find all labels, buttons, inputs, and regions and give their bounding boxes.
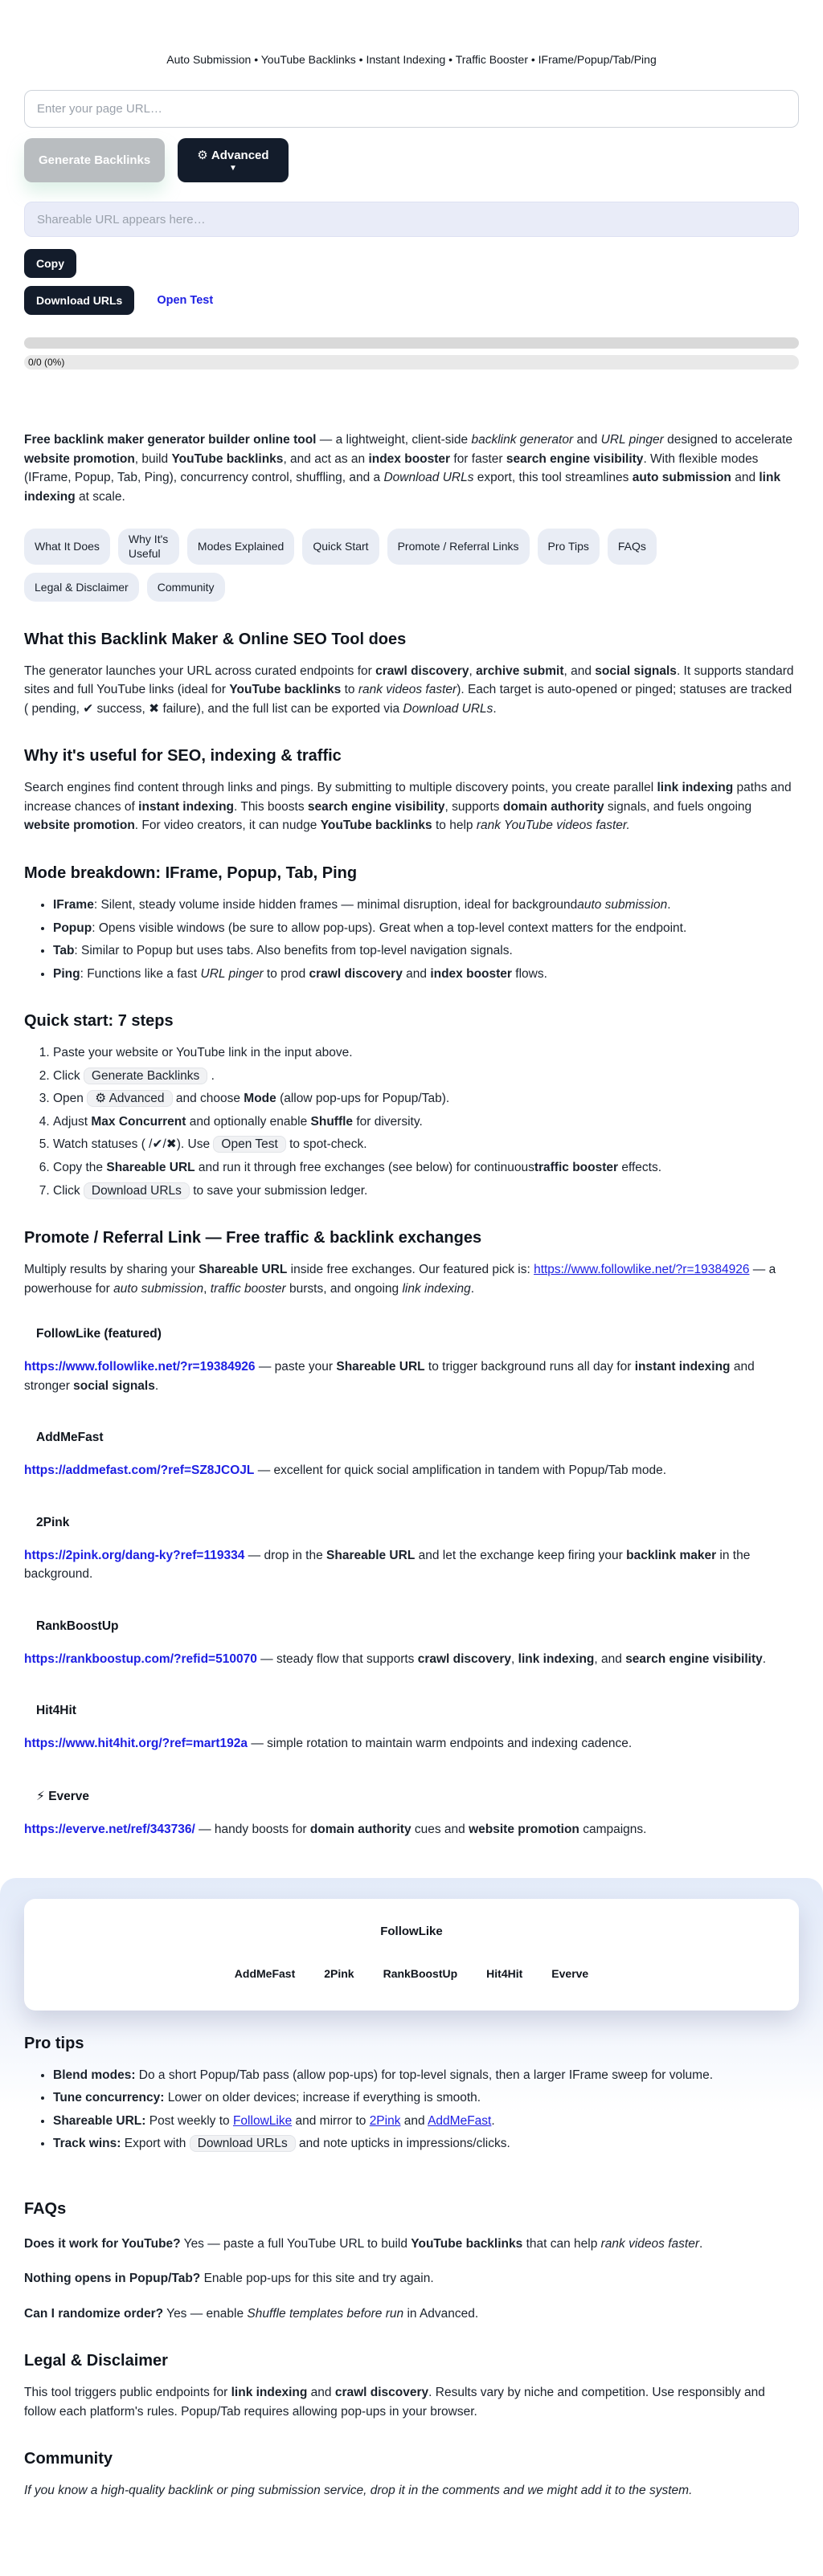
section-title-pro-tips: Pro tips	[24, 2034, 84, 2052]
nav-chip[interactable]: Why It's Useful	[118, 529, 179, 564]
inline-link[interactable]: AddMeFast	[428, 2113, 492, 2128]
quick-start-step: 2. Click Generate Backlinks .	[53, 1067, 799, 1086]
exchange-name: RankBoostUp	[36, 1619, 119, 1633]
advanced-button-label: ⚙ Advanced	[197, 149, 269, 162]
exchange-name: 2Pink	[36, 1515, 70, 1529]
section-title-promote: Promote / Referral Link — Free traffic & backlink exchanges	[24, 1229, 482, 1247]
exchange-card	[24, 1516, 799, 1584]
why-useful-paragraph: Search engines find content through links and pings. By submitting to multiple discovery points, you create parallel link indexing paths and increase chances of instant indexing. This boosts search engine visibility, supports domain authority signals, and fuels ongoing website promotion. For video creators, it can nudge YouTube backlinks to help rank YouTube videos faster.	[24, 781, 792, 833]
intro-paragraph: Free backlink maker generator builder online tool — a lightweight, client-side backlink generator and URL pinger designed to accelerate website promotion, build YouTube backlinks, and act as an index booster for faster search engine visibility. With flexible modes (IFrame, Popup, Tab, Ping), concurrency control, shuffling, and a Download URLs export, this tool streamlines auto submission and link indexing at scale.	[24, 433, 793, 504]
what-does-paragraph: The generator launches your URL across curated endpoints for crawl discovery, archive submit, and social signals. It supports standard sites and full YouTube links (ideal for YouTube backlinks to rank videos faster). Each target is auto-opened or pinged; statuses are tracked ( pending, ✔ success, ✖ failure), and the full list can be exported via Download URLs.	[24, 663, 794, 716]
action-button-row	[24, 138, 799, 182]
referral-link[interactable]: https://everve.net/ref/343736/	[24, 1822, 195, 1836]
advanced-button[interactable]	[178, 138, 288, 182]
legal-paragraph: This tool triggers public endpoints for link indexing and crawl discovery. Results vary by niche and competition. Use responsibly and follow each platform's rules. Popup/Tab requires allowing pop-ups in your browser.	[24, 2386, 765, 2419]
inline-link[interactable]: 2Pink	[369, 2113, 401, 2128]
inline-button-chip: Download URLs	[84, 1182, 190, 1199]
inline-button-chip: Generate Backlinks	[84, 1068, 207, 1084]
mode-list-item: • Ping: Functions like a fast URL pinger to prod crawl discovery and index booster flows.	[53, 965, 799, 984]
pro-tip-item: • Tune concurrency: Lower on older devices; increase if everything is smooth.	[53, 2088, 799, 2108]
quick-start-list	[24, 1043, 799, 1200]
inline-button-chip: Download URLs	[190, 2135, 296, 2152]
promo-exchange-label[interactable]: 2Pink	[324, 1966, 354, 1980]
nav-chip[interactable]: Legal & Disclaimer	[24, 573, 139, 602]
pro-tip-item: • Shareable URL: Post weekly to FollowLike and mirror to 2Pink and AddMeFast.	[53, 2112, 799, 2131]
exchange-card	[24, 1789, 799, 1839]
copy-row	[24, 249, 799, 278]
exchange-description: https://2pink.org/dang-ky?ref=119334 — drop in the Shareable URL and let the exchange keep firing your backlink maker in the background.	[24, 1548, 751, 1582]
exchange-cards	[24, 1327, 799, 1839]
quick-start-step: 1. Paste your website or YouTube link in the input above.	[53, 1043, 799, 1063]
gear-icon: ⚙	[197, 149, 208, 162]
shareable-url-input[interactable]	[24, 202, 799, 237]
section-title-modes: Mode breakdown: IFrame, Popup, Tab, Ping	[24, 864, 358, 883]
status-count: 0/0 (0%)	[28, 357, 65, 368]
nav-chip[interactable]: FAQs	[608, 529, 657, 564]
pro-tip-item: • Track wins: Export with Download URLs and note upticks in impressions/clicks.	[53, 2134, 799, 2153]
quick-start-step: 6. Copy the Shareable URL and run it through free exchanges (see below) for continuoustraffic booster effects.	[53, 1158, 799, 1178]
faq-item: Nothing opens in Popup/Tab? Enable pop-ups for this site and try again.	[24, 2272, 434, 2286]
faq-list	[24, 2235, 799, 2324]
mode-list-item: • IFrame: Silent, steady volume inside hidden frames — minimal disruption, ideal for backgroundauto submission.	[53, 896, 799, 915]
exchange-card	[24, 1619, 799, 1669]
nav-chip[interactable]: Pro Tips	[538, 529, 600, 564]
exchange-description: https://www.followlike.net/?r=19384926 — paste your Shareable URL to trigger background runs all day for instant indexing and stronger social signals.	[24, 1360, 755, 1393]
status-bar	[24, 355, 799, 369]
promo-featured-label[interactable]: FollowLike	[380, 1924, 443, 1938]
section-nav	[24, 529, 709, 602]
exchange-description: https://rankboostup.com/?refid=510070 — steady flow that supports crawl discovery, link indexing, and search engine visibility.	[24, 1651, 767, 1666]
exchange-card	[24, 1704, 799, 1753]
pro-tips-list	[24, 2066, 799, 2153]
promo-exchange-label[interactable]: RankBoostUp	[383, 1966, 458, 1980]
exchange-description: https://addmefast.com/?ref=SZ8JCOJL — excellent for quick social amplification in tandem with Popup/Tab mode.	[24, 1464, 667, 1478]
nav-chip[interactable]: Community	[147, 573, 225, 602]
inline-button-chip: ⚙ Advanced	[87, 1090, 172, 1107]
quick-start-step: 7. Click Download URLs to save your submission ledger.	[53, 1182, 799, 1201]
exchange-name: AddMeFast	[36, 1431, 104, 1445]
inline-link[interactable]: https://www.followlike.net/?r=19384926	[534, 1263, 750, 1277]
section-title-community: Community	[24, 2450, 113, 2468]
promote-paragraph: Multiply results by sharing your Shareable URL inside free exchanges. Our featured pick is: https://www.followlike.net/?r=19384926 — a powerhouse for auto submission, traffic booster bursts, and ongoing link indexing.	[24, 1263, 776, 1296]
quick-start-step: 3. Open ⚙ Advanced and choose Mode (allow pop-ups for Popup/Tab).	[53, 1089, 799, 1108]
section-title-why-useful: Why it's useful for SEO, indexing & traffic	[24, 747, 342, 765]
referral-link[interactable]: https://addmefast.com/?ref=SZ8JCOJL	[24, 1464, 255, 1478]
inline-button-chip: Open Test	[213, 1136, 285, 1153]
copy-button[interactable]: Copy	[24, 249, 76, 278]
faq-item: Does it work for YouTube? Yes — paste a full YouTube URL to build YouTube backlinks that can help rank videos faster.	[24, 2236, 703, 2251]
exchange-name: FollowLike (featured)	[36, 1327, 162, 1341]
referral-link[interactable]: https://www.followlike.net/?r=19384926	[24, 1360, 256, 1374]
seo-article	[24, 431, 799, 2500]
exchange-card	[24, 1431, 799, 1480]
section-title-what-does: What this Backlink Maker & Online SEO Tool does	[24, 630, 407, 648]
exchange-description: https://www.hit4hit.org/?ref=mart192a — simple rotation to maintain warm endpoints and indexing cadence.	[24, 1737, 633, 1751]
open-test-link[interactable]: Open Test	[157, 294, 214, 307]
quick-start-step: 5. Watch statuses ( /✔/✖). Use Open Test to spot-check.	[53, 1135, 799, 1154]
referral-link[interactable]: https://www.hit4hit.org/?ref=mart192a	[24, 1737, 248, 1751]
exchange-promo-card	[24, 1899, 799, 2011]
exchange-card	[24, 1327, 799, 1395]
generate-backlinks-button[interactable]: Generate Backlinks	[24, 138, 165, 182]
exchange-name: ⚡ Everve	[36, 1789, 90, 1803]
inline-link[interactable]: FollowLike	[232, 2113, 293, 2128]
mode-list-item: • Popup: Opens visible windows (be sure to allow pop-ups). Great when a top-level context matters for the endpoint.	[53, 919, 799, 938]
download-urls-button[interactable]: Download URLs	[24, 286, 134, 315]
promo-exchange-label[interactable]: Hit4Hit	[486, 1966, 523, 1980]
nav-chip[interactable]: Modes Explained	[187, 529, 294, 564]
promo-band	[0, 1878, 823, 2171]
section-title-legal: Legal & Disclaimer	[24, 2352, 168, 2370]
referral-link[interactable]: https://2pink.org/dang-ky?ref=119334	[24, 1548, 245, 1562]
nav-chip[interactable]: Quick Start	[302, 529, 379, 564]
faq-item: Can I randomize order? Yes — enable Shuffle templates before run in Advanced.	[24, 2306, 479, 2321]
promo-exchange-label[interactable]: AddMeFast	[234, 1966, 296, 1980]
mode-list-item: • Tab: Similar to Popup but uses tabs. Also benefits from top-level navigation signals.	[53, 941, 799, 961]
page-url-input[interactable]	[24, 90, 799, 128]
promo-exchange-row	[40, 1967, 783, 1980]
download-row	[24, 286, 799, 315]
nav-chip[interactable]: Promote / Referral Links	[387, 529, 530, 564]
mode-list	[24, 896, 799, 983]
nav-chip[interactable]: What It Does	[24, 529, 110, 564]
pro-tip-item: • Blend modes: Do a short Popup/Tab pass (allow pop-ups) for top-level signals, then a larger IFrame sweep for volume.	[53, 2066, 799, 2085]
feature-tagline: Auto Submission • YouTube Backlinks • Instant Indexing • Traffic Booster • IFrame/Popup/Tab/Ping	[166, 53, 657, 66]
community-paragraph: If you know a high-quality backlink or ping submission service, drop it in the comments and we might add it to the system.	[24, 2484, 693, 2498]
exchange-name: Hit4Hit	[36, 1704, 76, 1718]
progress-bar	[24, 337, 799, 349]
referral-link[interactable]: https://rankboostup.com/?refid=510070	[24, 1651, 257, 1666]
section-title-quick-start: Quick start: 7 steps	[24, 1012, 174, 1031]
exchange-description: https://everve.net/ref/343736/ — handy boosts for domain authority cues and website promotion campaigns.	[24, 1822, 647, 1836]
quick-start-step: 4. Adjust Max Concurrent and optionally enable Shuffle for diversity.	[53, 1112, 799, 1132]
chevron-down-icon: ▼	[228, 164, 237, 173]
promo-exchange-label[interactable]: Everve	[551, 1966, 589, 1980]
section-title-faqs: FAQs	[24, 2199, 67, 2218]
